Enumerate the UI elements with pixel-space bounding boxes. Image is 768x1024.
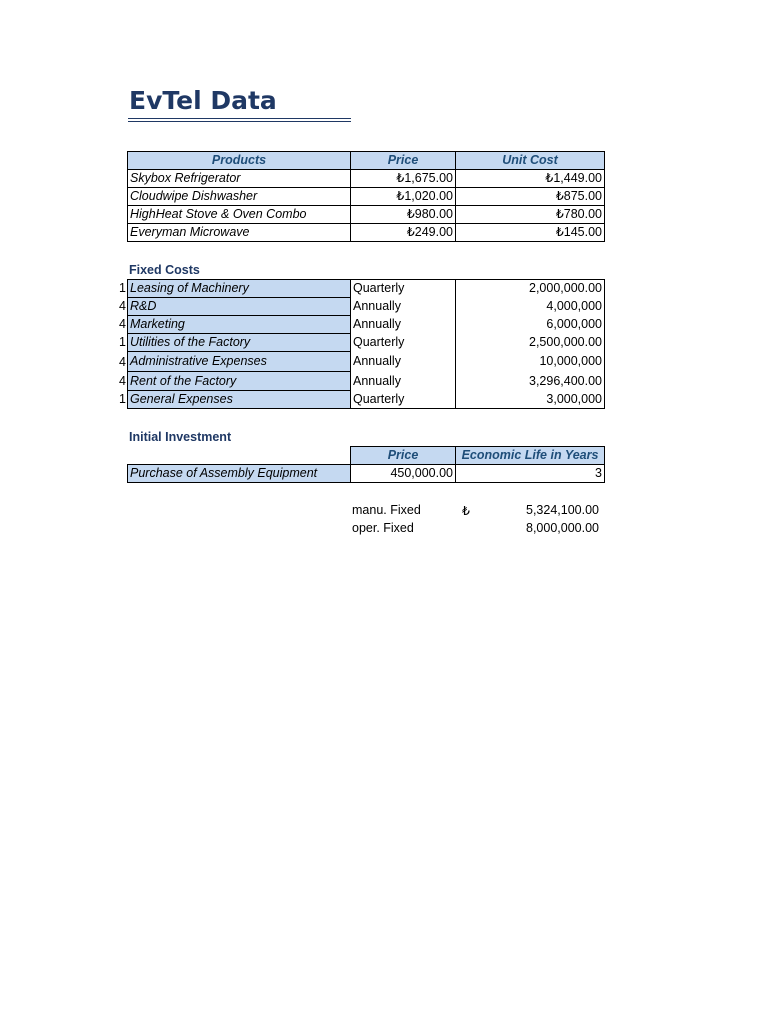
period-cell[interactable]: Annually <box>351 316 456 334</box>
price-cell[interactable]: ₺1,020.00 <box>351 188 456 206</box>
amount-cell[interactable]: 2,000,000.00 <box>456 280 605 298</box>
count-cell[interactable]: 1 <box>119 392 126 406</box>
table-row <box>128 391 605 409</box>
manu-fixed-label[interactable]: manu. Fixed <box>352 503 421 517</box>
amount-cell[interactable]: 4,000,000 <box>456 298 605 316</box>
price-cell[interactable]: ₺249.00 <box>351 224 456 242</box>
table-row <box>128 170 605 188</box>
price-cell[interactable]: ₺980.00 <box>351 206 456 224</box>
table-row <box>128 206 605 224</box>
unit-cost-cell[interactable]: ₺875.00 <box>456 188 605 206</box>
table-header-row <box>128 447 605 465</box>
title-underline-double <box>128 121 351 122</box>
cost-name-cell[interactable]: Rent of the Factory <box>128 372 351 391</box>
unit-cost-cell[interactable]: ₺1,449.00 <box>456 170 605 188</box>
period-cell[interactable]: Quarterly <box>351 391 456 409</box>
amount-cell[interactable]: 3,296,400.00 <box>456 372 605 391</box>
table-row <box>128 334 605 352</box>
table-header-row <box>128 152 605 170</box>
cost-name-cell[interactable]: Administrative Expenses <box>128 352 351 372</box>
products-table <box>127 151 605 242</box>
count-cell[interactable]: 1 <box>119 335 126 349</box>
title-underline <box>128 118 351 119</box>
fixed-costs-table <box>127 279 605 409</box>
investment-price-cell[interactable]: 450,000.00 <box>351 465 456 483</box>
period-cell[interactable]: Quarterly <box>351 334 456 352</box>
table-row <box>128 298 605 316</box>
product-name-cell[interactable]: HighHeat Stove & Oven Combo <box>128 206 351 224</box>
page-title: EvTel Data <box>129 86 277 115</box>
unit-cost-cell[interactable]: ₺780.00 <box>456 206 605 224</box>
count-cell[interactable]: 4 <box>119 374 126 388</box>
count-cell[interactable]: 1 <box>119 281 126 295</box>
column-header[interactable]: Price <box>351 152 456 170</box>
product-name-cell[interactable]: Everyman Microwave <box>128 224 351 242</box>
count-cell[interactable]: 4 <box>119 317 126 331</box>
investment-name-cell[interactable]: Purchase of Assembly Equipment <box>128 465 351 483</box>
amount-cell[interactable]: 10,000,000 <box>456 352 605 372</box>
column-header[interactable]: Products <box>128 152 351 170</box>
unit-cost-cell[interactable]: ₺145.00 <box>456 224 605 242</box>
oper-fixed-value[interactable]: 8,000,000.00 <box>526 521 599 535</box>
amount-cell[interactable]: 2,500,000.00 <box>456 334 605 352</box>
table-row <box>128 280 605 298</box>
amount-cell[interactable]: 3,000,000 <box>456 391 605 409</box>
table-row <box>128 224 605 242</box>
manu-fixed-value[interactable]: 5,324,100.00 <box>526 503 599 517</box>
cost-name-cell[interactable]: Marketing <box>128 316 351 334</box>
table-row <box>128 316 605 334</box>
cost-name-cell[interactable]: General Expenses <box>128 391 351 409</box>
period-cell[interactable]: Annually <box>351 352 456 372</box>
cost-name-cell[interactable]: R&D <box>128 298 351 316</box>
table-row <box>128 465 605 483</box>
manu-fixed-row <box>352 503 602 521</box>
fixed-costs-label: Fixed Costs <box>129 263 200 277</box>
period-cell[interactable]: Annually <box>351 298 456 316</box>
period-cell[interactable]: Annually <box>351 372 456 391</box>
economic-life-cell[interactable]: 3 <box>456 465 605 483</box>
count-cell[interactable]: 4 <box>119 299 126 313</box>
initial-investment-label: Initial Investment <box>129 430 232 444</box>
oper-fixed-row <box>352 521 602 539</box>
empty-header-cell[interactable] <box>128 447 351 465</box>
table-row <box>128 372 605 391</box>
table-row <box>128 188 605 206</box>
product-name-cell[interactable]: Skybox Refrigerator <box>128 170 351 188</box>
column-header[interactable]: Economic Life in Years <box>456 447 605 465</box>
count-cell[interactable]: 4 <box>119 355 126 369</box>
period-cell[interactable]: Quarterly <box>351 280 456 298</box>
column-header[interactable]: Unit Cost <box>456 152 605 170</box>
currency-symbol: ₺ <box>462 504 470 518</box>
cost-name-cell[interactable]: Utilities of the Factory <box>128 334 351 352</box>
price-cell[interactable]: ₺1,675.00 <box>351 170 456 188</box>
cost-name-cell[interactable]: Leasing of Machinery <box>128 280 351 298</box>
column-header[interactable]: Price <box>351 447 456 465</box>
product-name-cell[interactable]: Cloudwipe Dishwasher <box>128 188 351 206</box>
initial-investment-table <box>127 446 605 483</box>
table-row <box>128 352 605 372</box>
oper-fixed-label[interactable]: oper. Fixed <box>352 521 414 535</box>
amount-cell[interactable]: 6,000,000 <box>456 316 605 334</box>
